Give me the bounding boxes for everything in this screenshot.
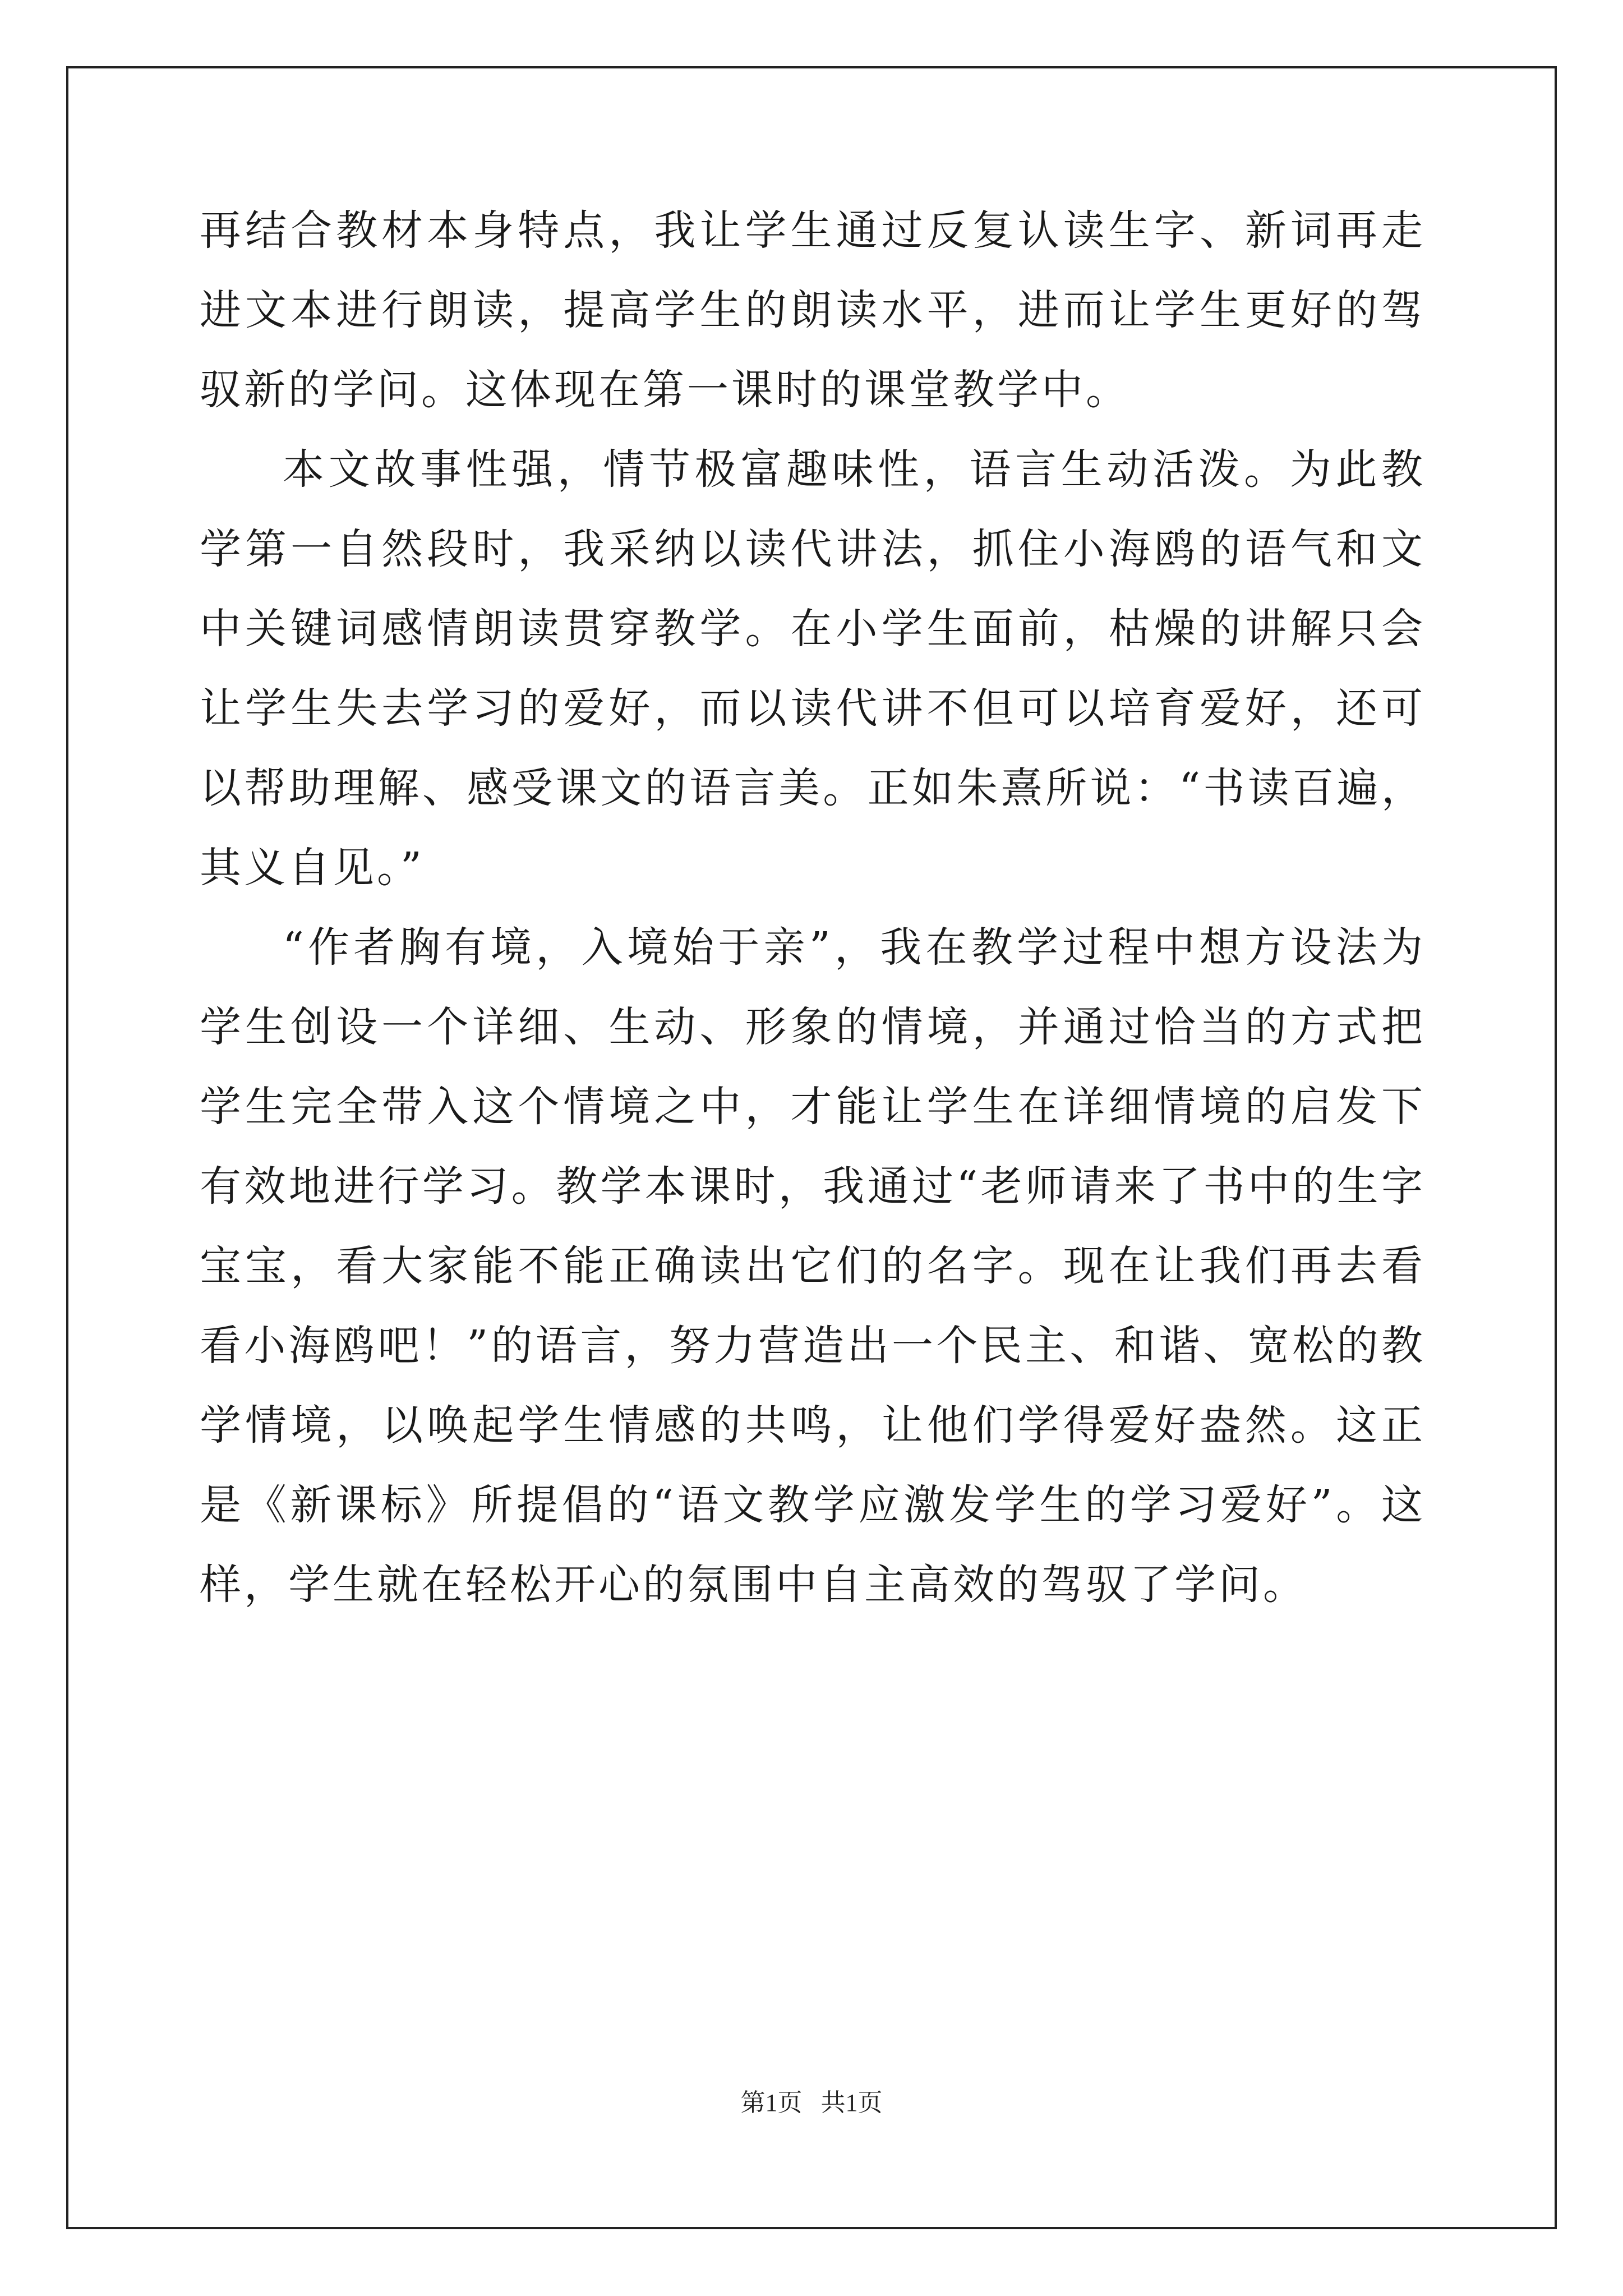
paragraph-1: 再结合教材本身特点，我让学生通过反复认读生字、新词再走进文本进行朗读，提高学生的朗读水平，进而让学生更好的驾驭新的学问。这体现在第一课时的课堂教学中。 — [200, 206, 1426, 414]
page-total: 共1页 — [820, 2089, 883, 2116]
paragraph-3: “作者胸有境，入境始于亲”，我在教学过程中想方设法为学生创设一个详细、生动、形象的情境，并通过恰当的方式把学生完全带入这个情境之中，才能让学生在详细情境的启发下有效地进行学习。教学本课时，我通过“老师请来了书中的生字宝宝，看大家能不能正确读出它们的名字。现在让我们再去看看小海鸥吧！”的语言，努力营造出一个民主、和谐、宽松的教学情境，以唤起学生情感的共鸣，让他们学得爱好盎然。这正是《新课标》所提倡的“语文教学应激发学生的学习爱好”。这样，学生就在轻松开心的氛围中自主高效的驾驭了学问。 — [200, 923, 1426, 1609]
page-number: 第1页 — [740, 2089, 803, 2116]
paragraph-2: 本文故事性强，情节极富趣味性，语言生动活泼。为此教学第一自然段时，我采纳以读代讲法，抓住小海鸥的语气和文中关键词感情朗读贯穿教学。在小学生面前，枯燥的讲解只会让学生失去学习的爱好，而以读代讲不但可以培育爱好，还可以帮助理解、感受课文的语言美。正如朱熹所说：“书读百遍，其义自见。” — [200, 445, 1426, 892]
document-body — [200, 191, 1426, 1625]
page-footer — [0, 2082, 1623, 2118]
